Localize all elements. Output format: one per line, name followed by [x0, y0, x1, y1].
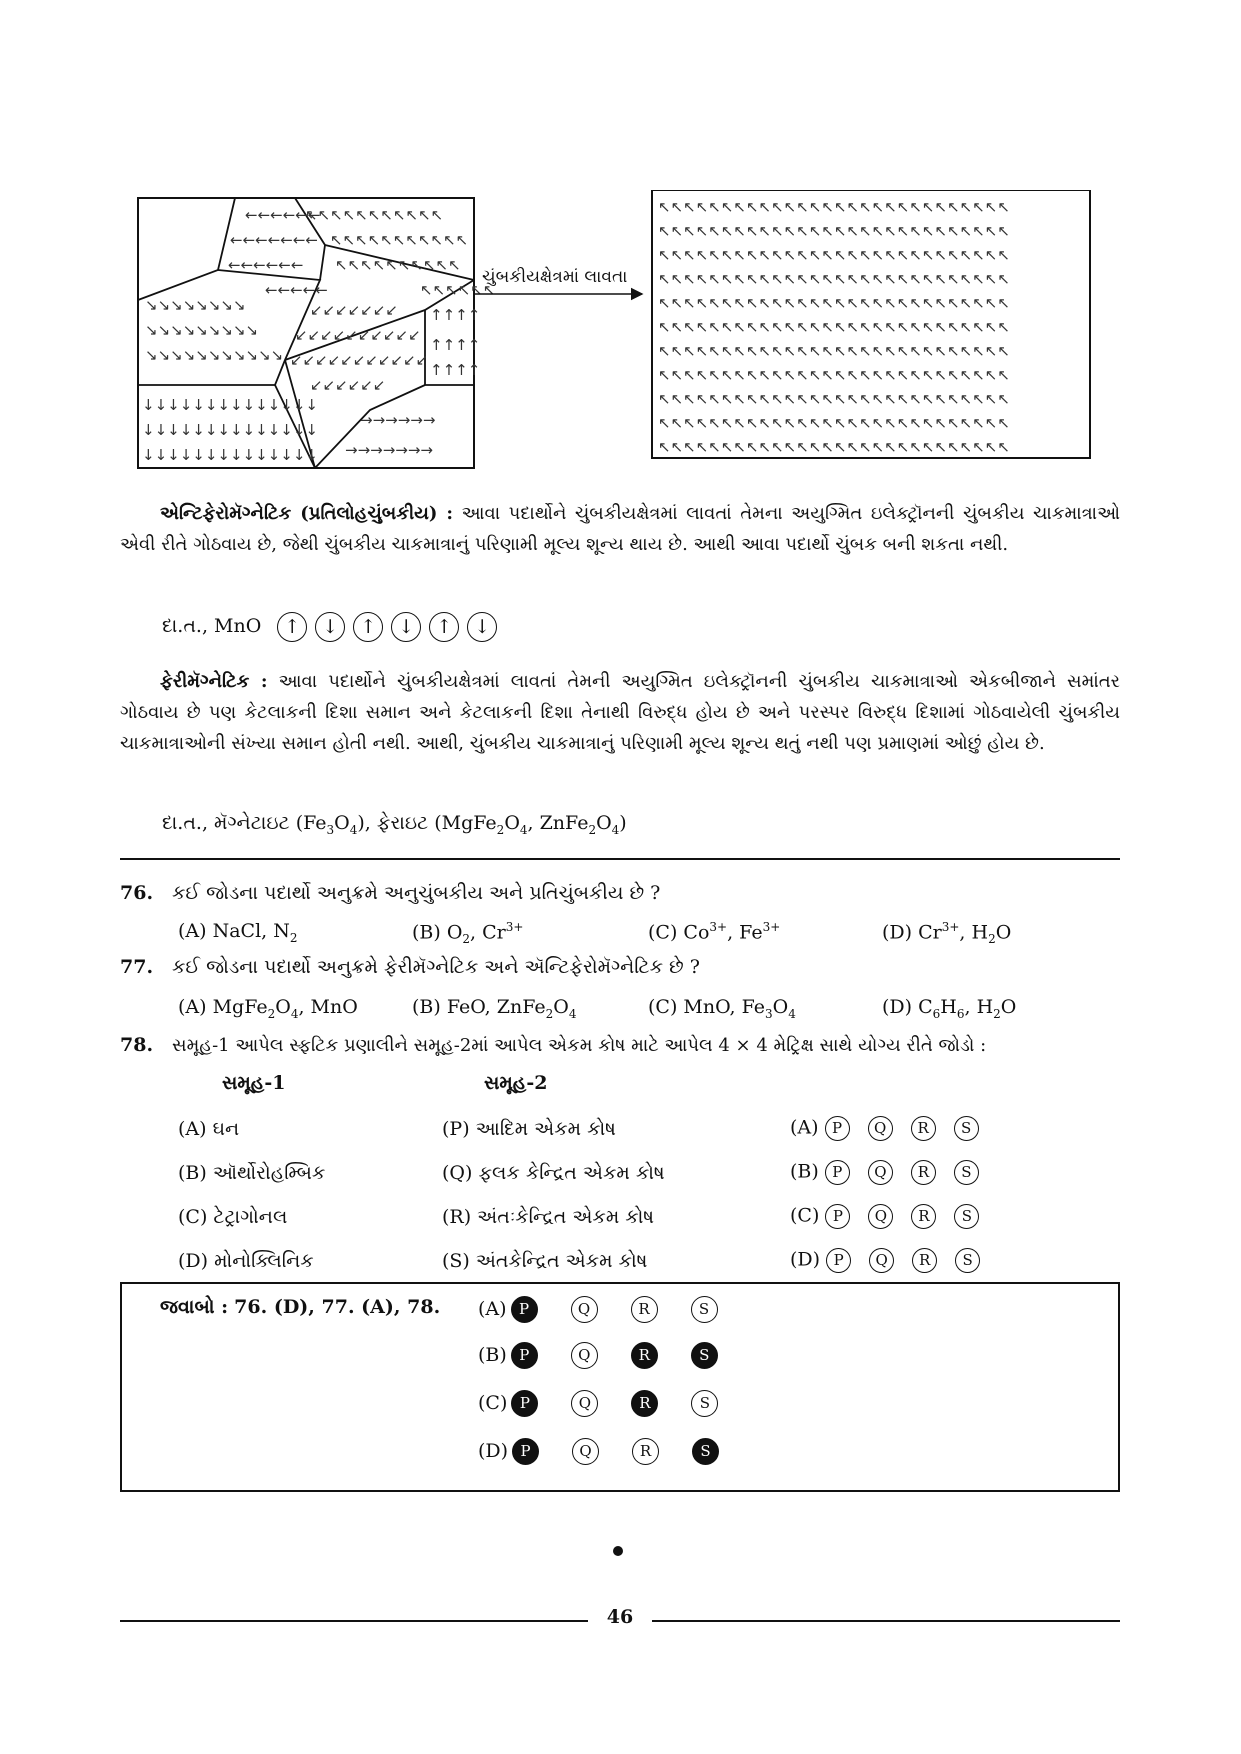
svg-text:←←←←←←←: ←←←←←←← — [230, 231, 318, 249]
group2-item: (Q) ફલક કેન્દ્રિત એકમ કોષ — [442, 1162, 665, 1184]
group2-title: સમૂહ-2 — [484, 1072, 548, 1094]
open-circle-icon: Q — [571, 1390, 598, 1417]
matrix-row: (C) P Q R S — [790, 1204, 997, 1229]
svg-text:↓↓↓↓↓↓↓↓↓↓↓↓↓↓: ↓↓↓↓↓↓↓↓↓↓↓↓↓↓ — [142, 396, 318, 414]
svg-text:↘↘↘↘↘↘↘↘: ↘↘↘↘↘↘↘↘ — [145, 296, 246, 314]
open-circle-icon: Q — [571, 1342, 598, 1369]
svg-text:→→→→→→: →→→→→→ — [360, 411, 436, 429]
group1-item: (D) મોનોક્લિનિક — [178, 1250, 314, 1272]
footer-rule-right — [652, 1620, 1120, 1622]
filled-circle-icon: P — [511, 1342, 538, 1369]
question-77: 77. કઈ જોડના પદાર્થો અનુક્રમે ફેરીમૅગ્નેટિક અને ઍન્ટિફેરોમૅગ્નેટિક છે ? — [120, 956, 700, 978]
svg-text:←←←←←: ←←←←← — [265, 281, 328, 299]
svg-text:↖↖↖↖↖↖↖↖↖↖↖↖↖↖↖↖↖↖↖↖↖↖↖↖↖↖↖↖: ↖↖↖↖↖↖↖↖↖↖↖↖↖↖↖↖↖↖↖↖↖↖↖↖↖↖↖↖ — [658, 198, 1010, 216]
svg-text:→→→→→→→: →→→→→→→ — [345, 441, 433, 459]
ferrimagnetic-example: દા.ત., મૅગ્નેટાઇટ $(Fe_3O_4)$, ફેરાઇટ ($MgFe_2O_4$, $ZnFe_2O_4$) — [162, 812, 627, 837]
filled-circle-icon: P — [512, 1438, 539, 1465]
answer-row: (C) P Q R S — [478, 1390, 751, 1417]
svg-text:↖↖↖↖↖↖↖↖↖↖↖↖↖↖↖↖↖↖↖↖↖↖↖↖↖↖↖↖: ↖↖↖↖↖↖↖↖↖↖↖↖↖↖↖↖↖↖↖↖↖↖↖↖↖↖↖↖ — [658, 342, 1010, 360]
open-circle-icon: Q — [572, 1438, 599, 1465]
section-divider — [120, 858, 1120, 860]
question-78: 78. સમૂહ-1 આપેલ સ્ફટિક પ્રણાલીને સમૂહ-2માં આપેલ એકમ કોષ માટે આપેલ 4 × 4 મેટ્રિક્ષ સાથે યોગ્ય રીતે જોડો : — [120, 1034, 987, 1056]
ferrimagnetic-heading: ફેરીમૅગ્નેટિક : — [160, 671, 268, 692]
spin-down-icon: ↓ — [391, 612, 421, 642]
open-circle-icon: S — [691, 1390, 718, 1417]
q76-option-c: (C) $Co^{3+}$, $Fe^{3+}$ — [648, 920, 781, 944]
magnetic-domain-figure — [120, 190, 1120, 480]
filled-circle-icon: S — [692, 1438, 719, 1465]
svg-text:↓↓↓↓↓↓↓↓↓↓↓↓↓↓: ↓↓↓↓↓↓↓↓↓↓↓↓↓↓ — [142, 421, 318, 439]
filled-circle-icon: S — [691, 1342, 718, 1369]
page-number: 46 — [606, 1606, 634, 1628]
filled-circle-icon: R — [631, 1342, 658, 1369]
svg-text:↖↖↖↖↖↖↖↖↖↖↖↖↖↖↖↖↖↖↖↖↖↖↖↖↖↖↖↖: ↖↖↖↖↖↖↖↖↖↖↖↖↖↖↖↖↖↖↖↖↖↖↖↖↖↖↖↖ — [658, 294, 1010, 312]
filled-circle-icon: R — [631, 1390, 658, 1417]
group1-title: સમૂહ-1 — [222, 1072, 286, 1094]
ferrimagnetic-text: આવા પદાર્થોને ચુંબકીયક્ષેત્રમાં લાવતાં તેમની અયુગ્મિત ઇલેક્ટ્રૉનની ચુંબકીય ચાકમાત્રાઓ એકબીજાને સમાંતર ગોઠવાય છે પણ કેટલાકની દિશા સમાન અને કેટલાકની દિશા તેનાથી વિરુદ્ધ હોય છે અને પરસ્પર વિરુદ્ધ દિશામાં ગોઠવાયેલી ચુંબકીય ચાકમાત્રાઓની સંખ્યા સમાન હોતી નથી. આથી, ચુંબકીય ચાકમાત્રાનું પરિણામી મૂલ્ય શૂન્ય થતું નથી પણ પ્રમાણમાં ઓછું હોય છે. — [120, 671, 1120, 754]
q77-option-d: (D) $C_6H_6$, $H_2O$ — [882, 996, 1017, 1021]
mno-example — [162, 612, 505, 642]
antiferromagnetic-heading: એન્ટિફેરોમૅગ્નેટિક (પ્રતિલોહચુંબકીય) : — [160, 503, 454, 524]
matrix-row: (A) P Q R S — [790, 1116, 997, 1141]
field-arrow-label: ચુંબકીયક્ષેત્રમાં લાવતા — [482, 267, 628, 287]
svg-text:↙↙↙↙↙↙↙: ↙↙↙↙↙↙↙ — [310, 301, 398, 319]
matrix-row: (D) P Q R S — [790, 1248, 998, 1273]
open-circle-icon: R — [632, 1438, 659, 1465]
svg-text:↑↑↑↑: ↑↑↑↑ — [430, 306, 481, 324]
svg-text:↖↖↖↖↖↖↖↖↖↖↖: ↖↖↖↖↖↖↖↖↖↖↖ — [305, 206, 444, 224]
filled-circle-icon: P — [511, 1296, 538, 1323]
group2-item: (R) અંતઃકેન્દ્રિત એકમ કોષ — [442, 1206, 655, 1228]
spin-up-icon: ↑ — [429, 612, 459, 642]
filled-circle-icon: P — [511, 1390, 538, 1417]
antiferromagnetic-text: આવા પદાર્થોને ચુંબકીયક્ષેત્રમાં લાવતાં તેમના અયુગ્મિત ઇલેક્ટ્રૉનની ચુંબકીય ચાકમાત્રાઓ એવી રીતે ગોઠવાય છે, જેથી ચુંબકીય ચાકમાત્રાનું પરિણામી મૂલ્ય શૂન્ય થાય છે. આથી આવા પદાર્થો ચુંબક બની શકતા નથી. — [120, 503, 1120, 555]
svg-text:↖↖↖↖↖↖↖↖↖↖↖↖↖↖↖↖↖↖↖↖↖↖↖↖↖↖↖↖: ↖↖↖↖↖↖↖↖↖↖↖↖↖↖↖↖↖↖↖↖↖↖↖↖↖↖↖↖ — [658, 246, 1010, 264]
svg-text:↓↓↓↓↓↓↓↓↓↓↓↓↓↓: ↓↓↓↓↓↓↓↓↓↓↓↓↓↓ — [142, 446, 318, 464]
spin-down-icon: ↓ — [467, 612, 497, 642]
group1-item: (C) ટેટ્રાગોનલ — [178, 1206, 288, 1228]
answer-row: (D) P Q R S — [478, 1438, 752, 1465]
mno-example-label: દા.ત., MnO — [162, 615, 262, 637]
group1-item: (A) ઘન — [178, 1118, 240, 1140]
svg-text:↖↖↖↖↖↖↖↖↖↖↖↖↖↖↖↖↖↖↖↖↖↖↖↖↖↖↖↖: ↖↖↖↖↖↖↖↖↖↖↖↖↖↖↖↖↖↖↖↖↖↖↖↖↖↖↖↖ — [658, 414, 1010, 432]
answers-header: જવાબો : 76. (D), 77. (A), 78. — [160, 1296, 441, 1318]
svg-text:↘↘↘↘↘↘↘↘↘: ↘↘↘↘↘↘↘↘↘ — [145, 321, 259, 339]
svg-text:↘↘↘↘↘↘↘↘↘↘↘: ↘↘↘↘↘↘↘↘↘↘↘ — [145, 346, 284, 364]
svg-text:↖↖↖↖↖↖↖↖↖↖↖↖↖↖↖↖↖↖↖↖↖↖↖↖↖↖↖↖: ↖↖↖↖↖↖↖↖↖↖↖↖↖↖↖↖↖↖↖↖↖↖↖↖↖↖↖↖ — [658, 366, 1010, 384]
svg-text:↙↙↙↙↙↙↙↙↙↙↙: ↙↙↙↙↙↙↙↙↙↙↙ — [290, 351, 429, 369]
q77-option-b: (B) FeO, $ZnFe_2O_4$ — [412, 996, 577, 1021]
ferrimagnetic-paragraph — [120, 666, 1120, 759]
q77-option-c: (C) MnO, $Fe_3O_4$ — [648, 996, 796, 1021]
open-circle-icon: R — [631, 1296, 658, 1323]
svg-text:↖↖↖↖↖↖↖↖↖↖↖: ↖↖↖↖↖↖↖↖↖↖↖ — [330, 231, 469, 249]
answer-row: (A) P Q R S — [478, 1296, 751, 1323]
svg-text:↑↑↑↑: ↑↑↑↑ — [430, 336, 481, 354]
svg-text:←←←←←←: ←←←←←← — [245, 206, 321, 224]
bullet-dot — [613, 1546, 623, 1556]
svg-text:↖↖↖↖↖↖↖↖↖↖↖↖↖↖↖↖↖↖↖↖↖↖↖↖↖↖↖↖: ↖↖↖↖↖↖↖↖↖↖↖↖↖↖↖↖↖↖↖↖↖↖↖↖↖↖↖↖ — [658, 318, 1010, 336]
svg-text:↖↖↖↖↖↖↖↖↖↖↖↖↖↖↖↖↖↖↖↖↖↖↖↖↖↖↖↖: ↖↖↖↖↖↖↖↖↖↖↖↖↖↖↖↖↖↖↖↖↖↖↖↖↖↖↖↖ — [658, 390, 1010, 408]
answer-row: (B) P Q R S — [478, 1342, 751, 1369]
spin-down-icon: ↓ — [315, 612, 345, 642]
svg-text:↖↖↖↖↖↖↖↖↖↖↖↖↖↖↖↖↖↖↖↖↖↖↖↖↖↖↖↖: ↖↖↖↖↖↖↖↖↖↖↖↖↖↖↖↖↖↖↖↖↖↖↖↖↖↖↖↖ — [658, 438, 1010, 456]
q77-option-a: (A) $MgFe_2O_4$, MnO — [178, 996, 358, 1021]
svg-text:↖↖↖↖↖↖↖↖↖↖: ↖↖↖↖↖↖↖↖↖↖ — [335, 256, 461, 274]
question-76: 76. કઈ જોડના પદાર્થો અનુક્રમે અનુચુંબકીય અને પ્રતિચુંબકીય છે ? — [120, 882, 661, 904]
footer-rule-left — [120, 1620, 588, 1622]
svg-text:↖↖↖↖↖↖: ↖↖↖↖↖↖ — [420, 281, 496, 299]
antiferromagnetic-paragraph — [120, 498, 1120, 560]
svg-text:←←←←←←: ←←←←←← — [228, 256, 304, 274]
q76-option-d: (D) $Cr^{3+}$, $H_2O$ — [882, 920, 1012, 947]
group1-item: (B) ઑર્થોરોહમ્બિક — [178, 1162, 326, 1184]
group2-item: (S) અંતકેન્દ્રિત એકમ કોષ — [442, 1250, 648, 1272]
group2-item: (P) આદિમ એકમ કોષ — [442, 1118, 616, 1140]
svg-text:↖↖↖↖↖↖↖↖↖↖↖↖↖↖↖↖↖↖↖↖↖↖↖↖↖↖↖↖: ↖↖↖↖↖↖↖↖↖↖↖↖↖↖↖↖↖↖↖↖↖↖↖↖↖↖↖↖ — [658, 270, 1010, 288]
q76-option-b: (B) $O_2$, $Cr^{3+}$ — [412, 920, 524, 947]
q76-option-a: (A) NaCl, $N_2$ — [178, 920, 298, 945]
spin-up-icon: ↑ — [277, 612, 307, 642]
svg-text:↙↙↙↙↙↙↙↙↙↙: ↙↙↙↙↙↙↙↙↙↙ — [295, 326, 421, 344]
svg-text:↙↙↙↙↙↙: ↙↙↙↙↙↙ — [310, 376, 386, 394]
svg-text:↑↑↑↑: ↑↑↑↑ — [430, 361, 481, 379]
matrix-row: (B) P Q R S — [790, 1160, 997, 1185]
open-circle-icon: S — [691, 1296, 718, 1323]
spin-up-icon: ↑ — [353, 612, 383, 642]
open-circle-icon: Q — [571, 1296, 598, 1323]
svg-text:↖↖↖↖↖↖↖↖↖↖↖↖↖↖↖↖↖↖↖↖↖↖↖↖↖↖↖↖: ↖↖↖↖↖↖↖↖↖↖↖↖↖↖↖↖↖↖↖↖↖↖↖↖↖↖↖↖ — [658, 222, 1010, 240]
